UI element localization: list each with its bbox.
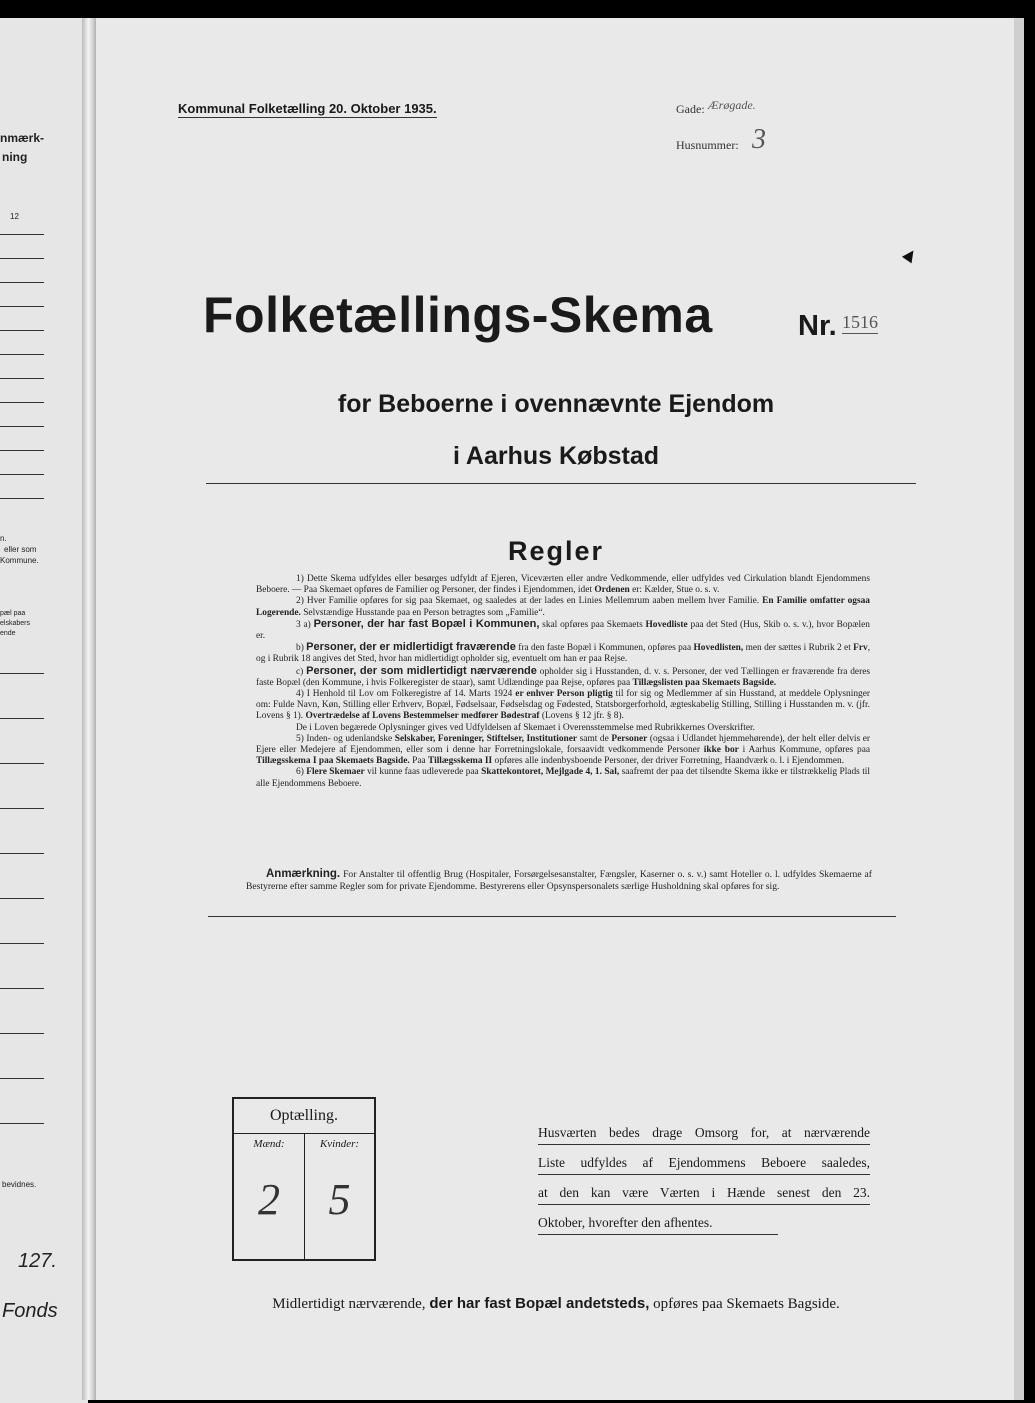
left-rule — [0, 1123, 44, 1124]
left-fragment-text: bevidnes. — [2, 1180, 37, 1189]
count-box-title: Optælling. — [234, 1099, 374, 1134]
remark-label: Anmærkning. — [266, 868, 341, 880]
left-rule — [0, 718, 44, 719]
form-subtitle-town: i Aarhus Købstad — [452, 442, 660, 470]
section-divider — [206, 483, 916, 484]
left-fragment-text: n. — [0, 534, 7, 543]
left-rule — [0, 378, 44, 379]
left-handwritten-number: 127. — [18, 1250, 57, 1272]
left-fragment-text: ende — [0, 630, 16, 637]
house-number-value: 3 — [752, 124, 766, 155]
census-header-label: Kommunal Folketælling 20. Oktober 1935. — [178, 101, 437, 116]
rule-6: 6) Flere Skemaer vil kunne faas udleverede paa Skattekontoret, Mejlgade 4, 1. Sal, saafremt der paa det tilsendte Skema ikke er tilstrækkelig Plads til alle Ejendommens Beboere. — [256, 767, 871, 789]
rule-5: 5) Inden- og udenlandske Selskaber, Foreninger, Stiftelser, Institutioner samt de Personer (ogsaa i Udlandet hjemmehørende), der helt eller delvis er Ejere eller Medejere af Ejendommen, eller som i denne har Forretningslokale, forsaavidt vedkommende Personer ikke bor i Aarhus Kommune, opføres paa Tillægsskema I paa Skemaets Bagside. Paa Tillægsskema II opføres alle indenbysboende Personer, der driver Forretning, Haandværk o. l. i Ejendommen. — [256, 733, 871, 767]
form-number-value: 1516 — [842, 312, 878, 332]
left-rule — [0, 354, 44, 355]
left-rule — [0, 853, 44, 854]
count-box — [232, 1097, 376, 1261]
rules-text — [256, 574, 870, 790]
left-fragment-text: 12 — [10, 212, 19, 221]
form-subtitle-residents: for Beboerne i ovennævnte Ejendom — [337, 390, 775, 418]
section-divider — [208, 916, 896, 917]
count-women-label: Kvinder: — [319, 1138, 360, 1150]
left-rule — [0, 1078, 44, 1079]
left-rule — [0, 763, 44, 764]
form-number-label: Nr. — [798, 310, 837, 342]
left-rule — [0, 402, 44, 403]
count-women-cell — [305, 1134, 374, 1259]
landlord-notice — [538, 1121, 870, 1241]
notice-line: Oktober, hvorefter den afhentes. — [538, 1211, 778, 1235]
rule-3b: b) Personer, der er midlertidigt fraværende fra den faste Bopæl i Kommunen, opføres paa Hovedlisten, men der sættes i Rubrik 2 et Frv, og i Rubrik 18 angives det Sted, hvor han midlertidigt opholder sig, eventuelt om han er paa Rejse. — [256, 641, 871, 665]
left-rule — [0, 1033, 44, 1034]
rule-2: 2) Hver Familie opføres for sig paa Skemaet, og saaledes at der lades en Linies Mellemrum aaben mellem hver Familie. En Familie omfatter ogsaa Logerende. Selvstændige Husstande paa en Person betragtes som „Familie“. — [256, 596, 870, 618]
rule-4: 4) I Henhold til Lov om Folkeregistre af 14. Marts 1924 er enhver Person pligtig til for sig og Medlemmer af sin Husstand, at meddele Oplysninger om: Fulde Navn, Køn, Stilling eller Erhverv, Bopæl, Fødselsaar, Fødselsdag og Fødested, Statsborgerforhold, ægteskabelig Stilling, Stilling i Husstanden m. v. (jfr. Lovens § 1). Overtrædelse af Lovens Bestemmelser medfører Bødestraf (Lovens § 12 jfr. § 8). — [256, 689, 871, 722]
left-rule — [0, 988, 44, 989]
left-fragment-text: Kommune. — [0, 556, 39, 565]
notice-line: at den kan være Værten i Hænde senest den 23. — [538, 1181, 870, 1205]
left-rule — [0, 474, 44, 475]
census-form-page — [96, 18, 1016, 1400]
left-fragment-text: ning — [2, 150, 28, 164]
ink-mark-icon: ▲ — [895, 240, 925, 270]
rule-4-note: De i Loven begærede Oplysninger gives ved Udfyldelsen af Skemaet i Overensstemmelse med Rubrikkernes Overskrifter. — [296, 722, 755, 733]
left-rule — [0, 943, 44, 944]
left-rule — [0, 306, 44, 307]
left-fragment-text: nmærk- — [0, 131, 45, 145]
street-value: Ærøgade. — [708, 98, 756, 112]
count-men-value: 2 — [258, 1175, 280, 1224]
rule-1: 1) Dette Skema udfyldes eller besørges udfyldt af Ejeren, Viceværten eller andre Vedkommende, eller udfyldes ved Cirkulation blandt Ejendommens Beboere. — Paa Skemaet opføres de Familier og Personer, der findes i Ejendommen, idet Ordenen er: Kælder, Stue o. s. v. — [256, 574, 870, 596]
street-label: Gade: — [676, 102, 705, 116]
footer-note: Midlertidigt nærværende, der har fast Bopæl andetsteds, opføres paa Skemaets Bagside. — [272, 1295, 840, 1312]
left-fragment-text: elskabers — [0, 620, 30, 627]
notice-line: Husværten bedes drage Omsorg for, at nærværende — [538, 1121, 870, 1145]
notice-line: Liste udfyldes af Ejendommens Beboere saaledes, — [538, 1151, 870, 1175]
left-rule — [0, 234, 44, 235]
left-fragment-text: eller som — [4, 545, 37, 554]
remark-text: For Anstalter til offentlig Brug (Hospitaler, Forsørgelsesanstalter, Fængsler, Kaserner o. s. v.) samt Hoteller o. l. udfyldes Skemaerne af Bestyrerne efter samme Regler som for private Ejendomme. Bestyrerens eller Opsynspersonalets særlige Husholdning skal opføres for sig. — [246, 869, 872, 892]
left-handwritten-word: Fonds — [2, 1300, 58, 1322]
rule-3a: 3 a) Personer, der har fast Bopæl i Kommunen, skal opføres paa Skemaets Hovedliste paa det Sted (Hus, Skib o. s. v.), hvor Bopælen er. — [256, 617, 870, 642]
form-title: Folketællings-Skema — [203, 287, 713, 343]
rule-3c: c) Personer, der som midlertidigt nærværende opholder sig i Husstanden, d. v. s. Personer, der ved Tællingen er fraværende fra deres faste Bopæl (den Kommune, i hvis Folkeregister de staar), samt Udlændinge paa Rejse, opføres paa Tillægslisten paa Skemaets Bagside. — [256, 664, 871, 688]
left-rule — [0, 450, 44, 451]
count-men-label: Mænd: — [253, 1138, 285, 1150]
left-fragment-text: pæl paa — [0, 610, 26, 617]
rules-heading: Regler — [507, 536, 605, 566]
left-rule — [0, 258, 44, 259]
left-rule — [0, 808, 44, 809]
remark-paragraph — [246, 868, 872, 893]
left-rule — [0, 282, 44, 283]
left-rule — [0, 426, 44, 427]
left-rule — [0, 498, 44, 499]
count-women-value: 5 — [328, 1175, 351, 1224]
count-men-cell — [234, 1134, 305, 1259]
left-rule — [0, 673, 44, 674]
left-page-fragment — [0, 18, 88, 1403]
page-edge — [1014, 18, 1024, 1400]
left-rule — [0, 330, 44, 331]
house-number-label: Husnummer: — [676, 138, 739, 152]
left-rule — [0, 898, 44, 899]
